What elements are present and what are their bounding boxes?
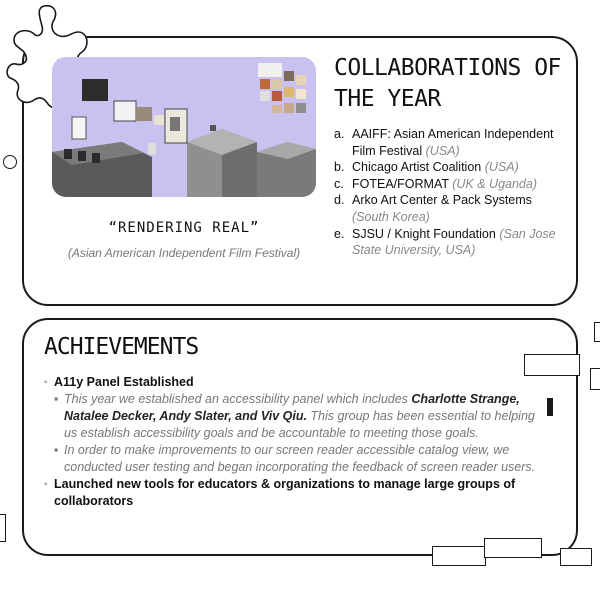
achievement-detail [44, 442, 544, 476]
collaboration-item [334, 126, 570, 159]
artwork-subtitle: (Asian American Independent Film Festival) [67, 246, 301, 260]
collaborator-name: FOTEA/FORMAT [352, 176, 453, 191]
collaborator-location: (UK & Uganda) [452, 176, 537, 191]
list-marker: b. [334, 160, 345, 175]
achievement-detail [44, 391, 544, 442]
decor-block [0, 514, 6, 542]
detail-text: In order to make improvements to our screen reader accessible catalog view, we conducted user testing and began incorporating the feedback of screen reader users. [64, 443, 536, 474]
list-marker: e. [334, 226, 345, 241]
collaboration-item [334, 192, 570, 225]
detail-text: This group has been essential to helping us establish accessibility goals and be accountable to meeting those goals. [64, 409, 535, 440]
achievement-heading [44, 476, 544, 510]
detail-names: Charlotte Strange, Natalee Decker, Andy Slater, and Viv Qiu. [64, 392, 520, 423]
achievements-title: ACHIEVEMENTS [44, 334, 199, 360]
collaborator-location: (San Jose State University, USA) [352, 226, 556, 258]
detail-text: This year we established an accessibility panel which includes [64, 392, 412, 406]
collaborations-list [334, 126, 570, 259]
collaborator-location: (USA) [484, 160, 519, 175]
collaborator-location: (South Korea) [352, 209, 430, 224]
rendering-real-image [52, 57, 316, 197]
collaborator-name: Chicago Artist Coalition [352, 160, 485, 175]
collaboration-item [334, 159, 570, 176]
achievement-heading-text: A11y Panel Established [54, 375, 194, 389]
collaborator-name: AAIFF: Asian American Independent Film Festival [352, 127, 554, 158]
decor-block [524, 354, 580, 376]
collaboration-item [334, 226, 570, 259]
achievements-list [44, 374, 544, 510]
decor-block [547, 398, 553, 416]
artwork-title: “RENDERING REAL” [108, 220, 260, 236]
list-marker: d. [334, 193, 345, 208]
collaboration-item [334, 176, 570, 193]
list-marker: c. [334, 176, 344, 191]
collaborator-name: SJSU / Knight Foundation [352, 226, 500, 241]
decor-block [590, 368, 600, 390]
collaborator-location: (USA) [425, 143, 460, 158]
decor-block [484, 538, 542, 558]
decor-block [432, 546, 486, 566]
bullet-icon: ◦ [44, 479, 48, 490]
bullet-icon: ▪ [54, 443, 59, 457]
collaborator-name: Arko Art Center & Pack Systems [352, 193, 532, 208]
decor-block [594, 322, 600, 342]
achievement-heading-text: Launched new tools for educators & organizations to manage large groups of collaborators [54, 477, 516, 508]
list-marker: a. [334, 127, 345, 141]
collaborations-title: COLLABORATIONS OF THE YEAR [334, 55, 561, 112]
bullet-icon: ▪ [54, 392, 59, 406]
bullet-icon: ◦ [44, 377, 48, 388]
achievement-heading [44, 374, 544, 391]
decor-circle [3, 155, 17, 169]
decor-block [560, 548, 592, 566]
